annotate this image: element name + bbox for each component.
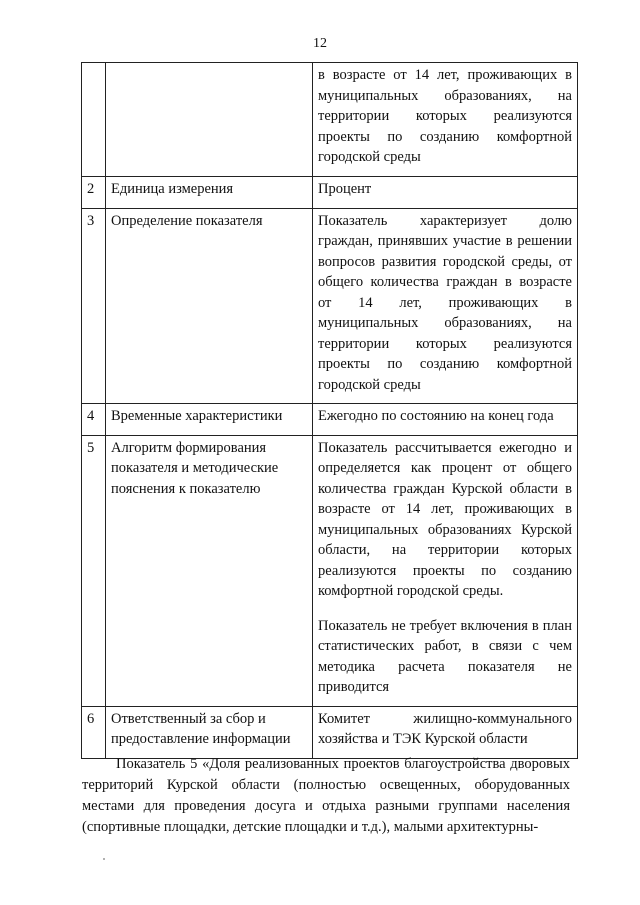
row-label-cell: Ответственный за сбор и предоставление информации (106, 706, 313, 758)
table-row-definition (82, 208, 578, 404)
page-number: 12 (313, 36, 327, 51)
table-row-unit (82, 177, 578, 209)
row-value-cell (313, 404, 578, 436)
row-number-cell: 4 (82, 404, 106, 436)
row-label-cell: Алгоритм формирования показателя и методические пояснения к показателю (106, 435, 313, 706)
row-value-cell (313, 63, 578, 177)
table-row-responsible (82, 706, 578, 758)
row-number-cell: 2 (82, 177, 106, 209)
row-value-cell (313, 435, 578, 706)
row-value-text: Ежегодно по состоянию на конец года (318, 408, 554, 424)
body-paragraph: Показатель 5 «Доля реализованных проектов благоустройства дворовых территорий Курской области (полностью освещенных, оборудованных местами для проведения досуга и отдыха разными группами населения (спортивные площадки, детские площадки и т.д.), малыми архитектурны- (82, 756, 570, 835)
table-row-algorithm (82, 435, 578, 706)
row-value-text: Комитет жилищно-коммунального хозяйства и ТЭК Курской области (318, 710, 572, 747)
row-value-text: Процент (318, 181, 372, 197)
row-label-cell: Временные характеристики (106, 404, 313, 436)
row-number-cell: 5 (82, 435, 106, 706)
row-value-cell (313, 208, 578, 404)
row-number-cell (82, 63, 106, 177)
indicator-table (81, 62, 578, 759)
row-label-cell (106, 63, 313, 177)
row-label-cell: Единица измерения (106, 177, 313, 209)
scan-speck (103, 858, 105, 860)
row-value-cell (313, 177, 578, 209)
row-value-cell (313, 706, 578, 758)
row-value-text: Показатель характеризует долю граждан, принявших участие в решении вопросов развития городской среды, от общего количества граждан в возрасте от 14 лет, проживающих в муниципальных образованиях, на территории которых реализуются проекты по созданию комфортной городской среды (318, 212, 572, 393)
row-value-text: Показатель не требует включения в план статистических работ, в связи с чем методика расчета показателя не приводится (318, 617, 572, 695)
row-value-text: в возрасте от 14 лет, проживающих в муниципальных образованиях, на территории которых реализуются проекты по созданию комфортной городской среды (318, 67, 572, 165)
row-number-cell: 6 (82, 706, 106, 758)
row-number-cell: 3 (82, 208, 106, 404)
table-row-time (82, 404, 578, 436)
row-label-cell: Определение показателя (106, 208, 313, 404)
row-value-text: Показатель рассчитывается ежегодно и определяется как процент от общего количества граждан Курской области в возрасте от 14 лет, проживающих в муниципальных образованиях Курской области, на территории которых реализуются проекты по созданию комфортной городской среды. (318, 439, 572, 599)
table-row-continuation (82, 63, 578, 177)
